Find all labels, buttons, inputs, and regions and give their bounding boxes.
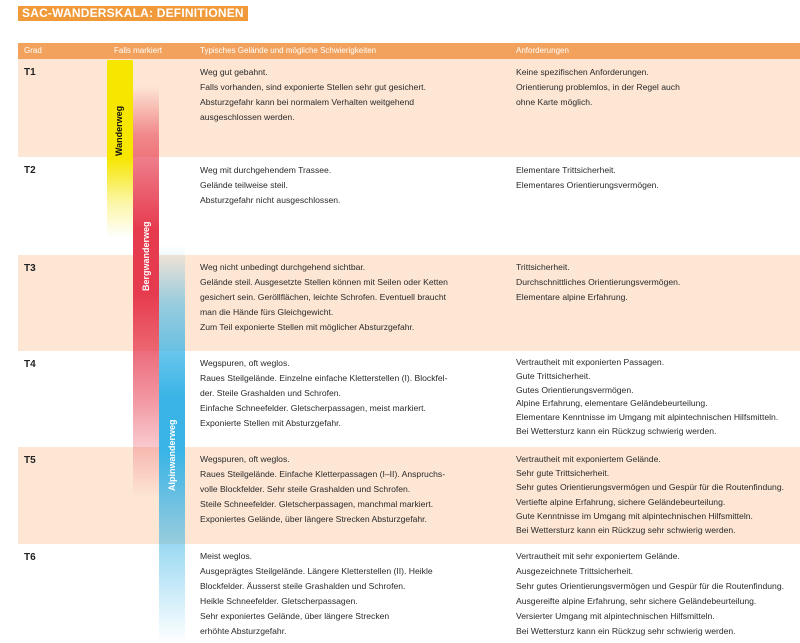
requirement-line: Orientierung problemlos, in der Regel auch xyxy=(516,82,680,92)
requirement-line: Vertrautheit mit sehr exponiertem Gelände. xyxy=(516,551,680,561)
terrain-line: erhöhte Absturzgefahr. xyxy=(200,626,287,636)
requirement-line: Durchschnittliches Orientierungsvermögen. xyxy=(516,277,681,287)
grade-label: T5 xyxy=(24,455,36,466)
requirement-line: Elementares Orientierungsvermögen. xyxy=(516,180,659,190)
terrain-line: Blockfelder. Äusserst steile Grashalden und Schrofen. xyxy=(200,581,406,591)
requirement-line: Sehr gute Trittsicherheit. xyxy=(516,468,610,479)
requirements-cell xyxy=(516,549,784,639)
terrain-cell xyxy=(200,65,426,125)
terrain-line: Absturzgefahr kann bei normalem Verhalten weitgehend xyxy=(200,97,415,107)
requirements-cell xyxy=(516,163,659,193)
terrain-line: der. Steile Grashalden und Schrofen. xyxy=(200,388,341,398)
header-anforderungen: Anforderungen xyxy=(516,46,569,55)
requirement-line: Ausgezeichnete Trittsicherheit. xyxy=(516,566,634,576)
requirements-cell xyxy=(516,356,778,439)
wanderweg-label: Wanderweg xyxy=(114,105,124,156)
bergwanderweg-bar xyxy=(133,86,159,498)
terrain-line: Absturzgefahr nicht ausgeschlossen. xyxy=(200,195,341,205)
requirements-cell xyxy=(516,452,784,537)
terrain-cell xyxy=(200,356,447,431)
requirements-cell xyxy=(516,260,680,305)
terrain-cell xyxy=(200,260,448,335)
requirement-line: Bei Wettersturz kann ein Rückzug sehr schwierig werden. xyxy=(516,626,736,636)
requirement-line: Elementare alpine Erfahrung. xyxy=(516,292,628,302)
requirement-line: Sehr gutes Orientierungsvermögen und Gespür für die Routenfindung. xyxy=(516,482,785,493)
page-title: SAC-WANDERSKALA: DEFINITIONEN xyxy=(18,6,248,21)
terrain-line: Raues Steilgelände. Einzelne einfache Kletterstellen (I). Blockfel- xyxy=(200,373,448,383)
requirement-line: Versierter Umgang mit alpintechnischen Hilfsmitteln. xyxy=(516,611,715,621)
requirement-line: Elementare Trittsicherheit. xyxy=(516,165,616,175)
terrain-line: Raues Steilgelände. Einfache Kletterpassagen (I–II). Anspruchs- xyxy=(200,469,446,479)
table-row-t6 xyxy=(18,544,800,643)
terrain-cell xyxy=(200,163,340,208)
terrain-line: Exponiertes Gelände, über längere Strecken Absturzgefahr. xyxy=(200,514,427,524)
terrain-line: Wegspuren, oft weglos. xyxy=(200,358,290,368)
requirement-line: Alpine Erfahrung, elementare Geländebeurteilung. xyxy=(516,398,708,409)
alpinwanderweg-label: Alpinwanderweg xyxy=(167,419,177,491)
grade-label: T4 xyxy=(24,359,36,370)
header-gelaende: Typisches Gelände und mögliche Schwierigkeiten xyxy=(200,46,377,55)
terrain-line: Ausgeprägtes Steilgelände. Längere Kletterstellen (II). Heikle xyxy=(200,566,433,576)
wanderweg-bar xyxy=(107,60,133,238)
requirement-line: Elementare Kenntnisse im Umgang mit alpintechnischen Hilfsmitteln. xyxy=(516,412,779,423)
requirement-line: Bei Wettersturz kann ein Rückzug schwierig werden. xyxy=(516,425,717,436)
terrain-line: Steile Schneefelder. Gletscherpassagen, manchmal markiert. xyxy=(200,499,434,509)
requirement-line: ohne Karte möglich. xyxy=(516,97,593,107)
requirement-line: Vertrautheit mit exponiertem Gelände. xyxy=(516,454,661,464)
grade-label: T6 xyxy=(24,552,36,563)
requirement-line: Vertrautheit mit exponierten Passagen. xyxy=(516,357,665,367)
terrain-line: Exponierte Stellen mit Absturzgefahr. xyxy=(200,418,341,428)
requirement-line: Ausgereifte alpine Erfahrung, sehr sichere Geländebeurteilung. xyxy=(516,596,757,606)
terrain-line: Weg nicht unbedingt durchgehend sichtbar. xyxy=(200,262,366,272)
terrain-line: Gelände steil. Ausgesetzte Stellen können mit Seilen oder Ketten xyxy=(200,277,448,287)
terrain-line: Falls vorhanden, sind exponierte Stellen sehr gut gesichert. xyxy=(200,82,426,92)
requirement-line: Gute Kenntnisse im Umgang mit alpintechnischen Hilfsmitteln. xyxy=(516,510,753,521)
requirements-cell xyxy=(516,65,680,110)
terrain-line: Heikle Schneefelder. Gletscherpassagen. xyxy=(200,596,358,606)
terrain-line: Einfache Schneefelder. Gletscherpassagen, meist markiert. xyxy=(200,403,426,413)
terrain-line: man die Hände fürs Gleichgewicht. xyxy=(200,307,334,317)
terrain-line: Wegspuren, oft weglos. xyxy=(200,454,290,464)
grade-label: T3 xyxy=(24,263,36,274)
terrain-cell xyxy=(200,549,433,639)
grade-label: T2 xyxy=(24,165,36,176)
terrain-line: Sehr exponiertes Gelände, über längere Strecken xyxy=(200,611,390,621)
grade-label: T1 xyxy=(24,67,36,78)
terrain-line: Weg mit durchgehendem Trassee. xyxy=(200,165,332,175)
requirement-line: Gute Trittsicherheit. xyxy=(516,370,591,381)
table-header xyxy=(18,43,800,59)
requirement-line: Gutes Orientierungsvermögen. xyxy=(516,384,634,395)
terrain-line: Meist weglos. xyxy=(200,551,253,561)
terrain-line: Zum Teil exponierte Stellen mit möglicher Absturzgefahr. xyxy=(200,322,415,332)
requirement-line: Trittsicherheit. xyxy=(516,262,570,272)
requirement-line: Sehr gutes Orientierungsvermögen und Gespür für die Routenfindung. xyxy=(516,581,785,591)
terrain-line: Weg gut gebahnt. xyxy=(200,67,268,77)
terrain-cell xyxy=(200,452,445,527)
requirement-line: Bei Wettersturz kann ein Rückzug sehr schwierig werden. xyxy=(516,525,736,536)
terrain-line: gesichert sein. Geröllflächen, leichte Schrofen. Eventuell braucht xyxy=(200,292,447,302)
alpinwanderweg-bar xyxy=(159,246,185,643)
terrain-line: ausgeschlossen werden. xyxy=(200,112,295,122)
header-grad: Grad xyxy=(24,46,42,55)
requirement-line: Vertiefte alpine Erfahrung, sichere Geländebeurteilung. xyxy=(516,496,726,507)
terrain-line: Gelände teilweise steil. xyxy=(200,180,288,190)
header-falls-markiert: Falls markiert xyxy=(114,46,163,55)
terrain-line: volle Blockfelder. Sehr steile Grashalden und Schrofen. xyxy=(200,484,411,494)
requirement-line: Keine spezifischen Anforderungen. xyxy=(516,67,649,77)
bergwanderweg-label: Bergwanderweg xyxy=(141,221,151,291)
